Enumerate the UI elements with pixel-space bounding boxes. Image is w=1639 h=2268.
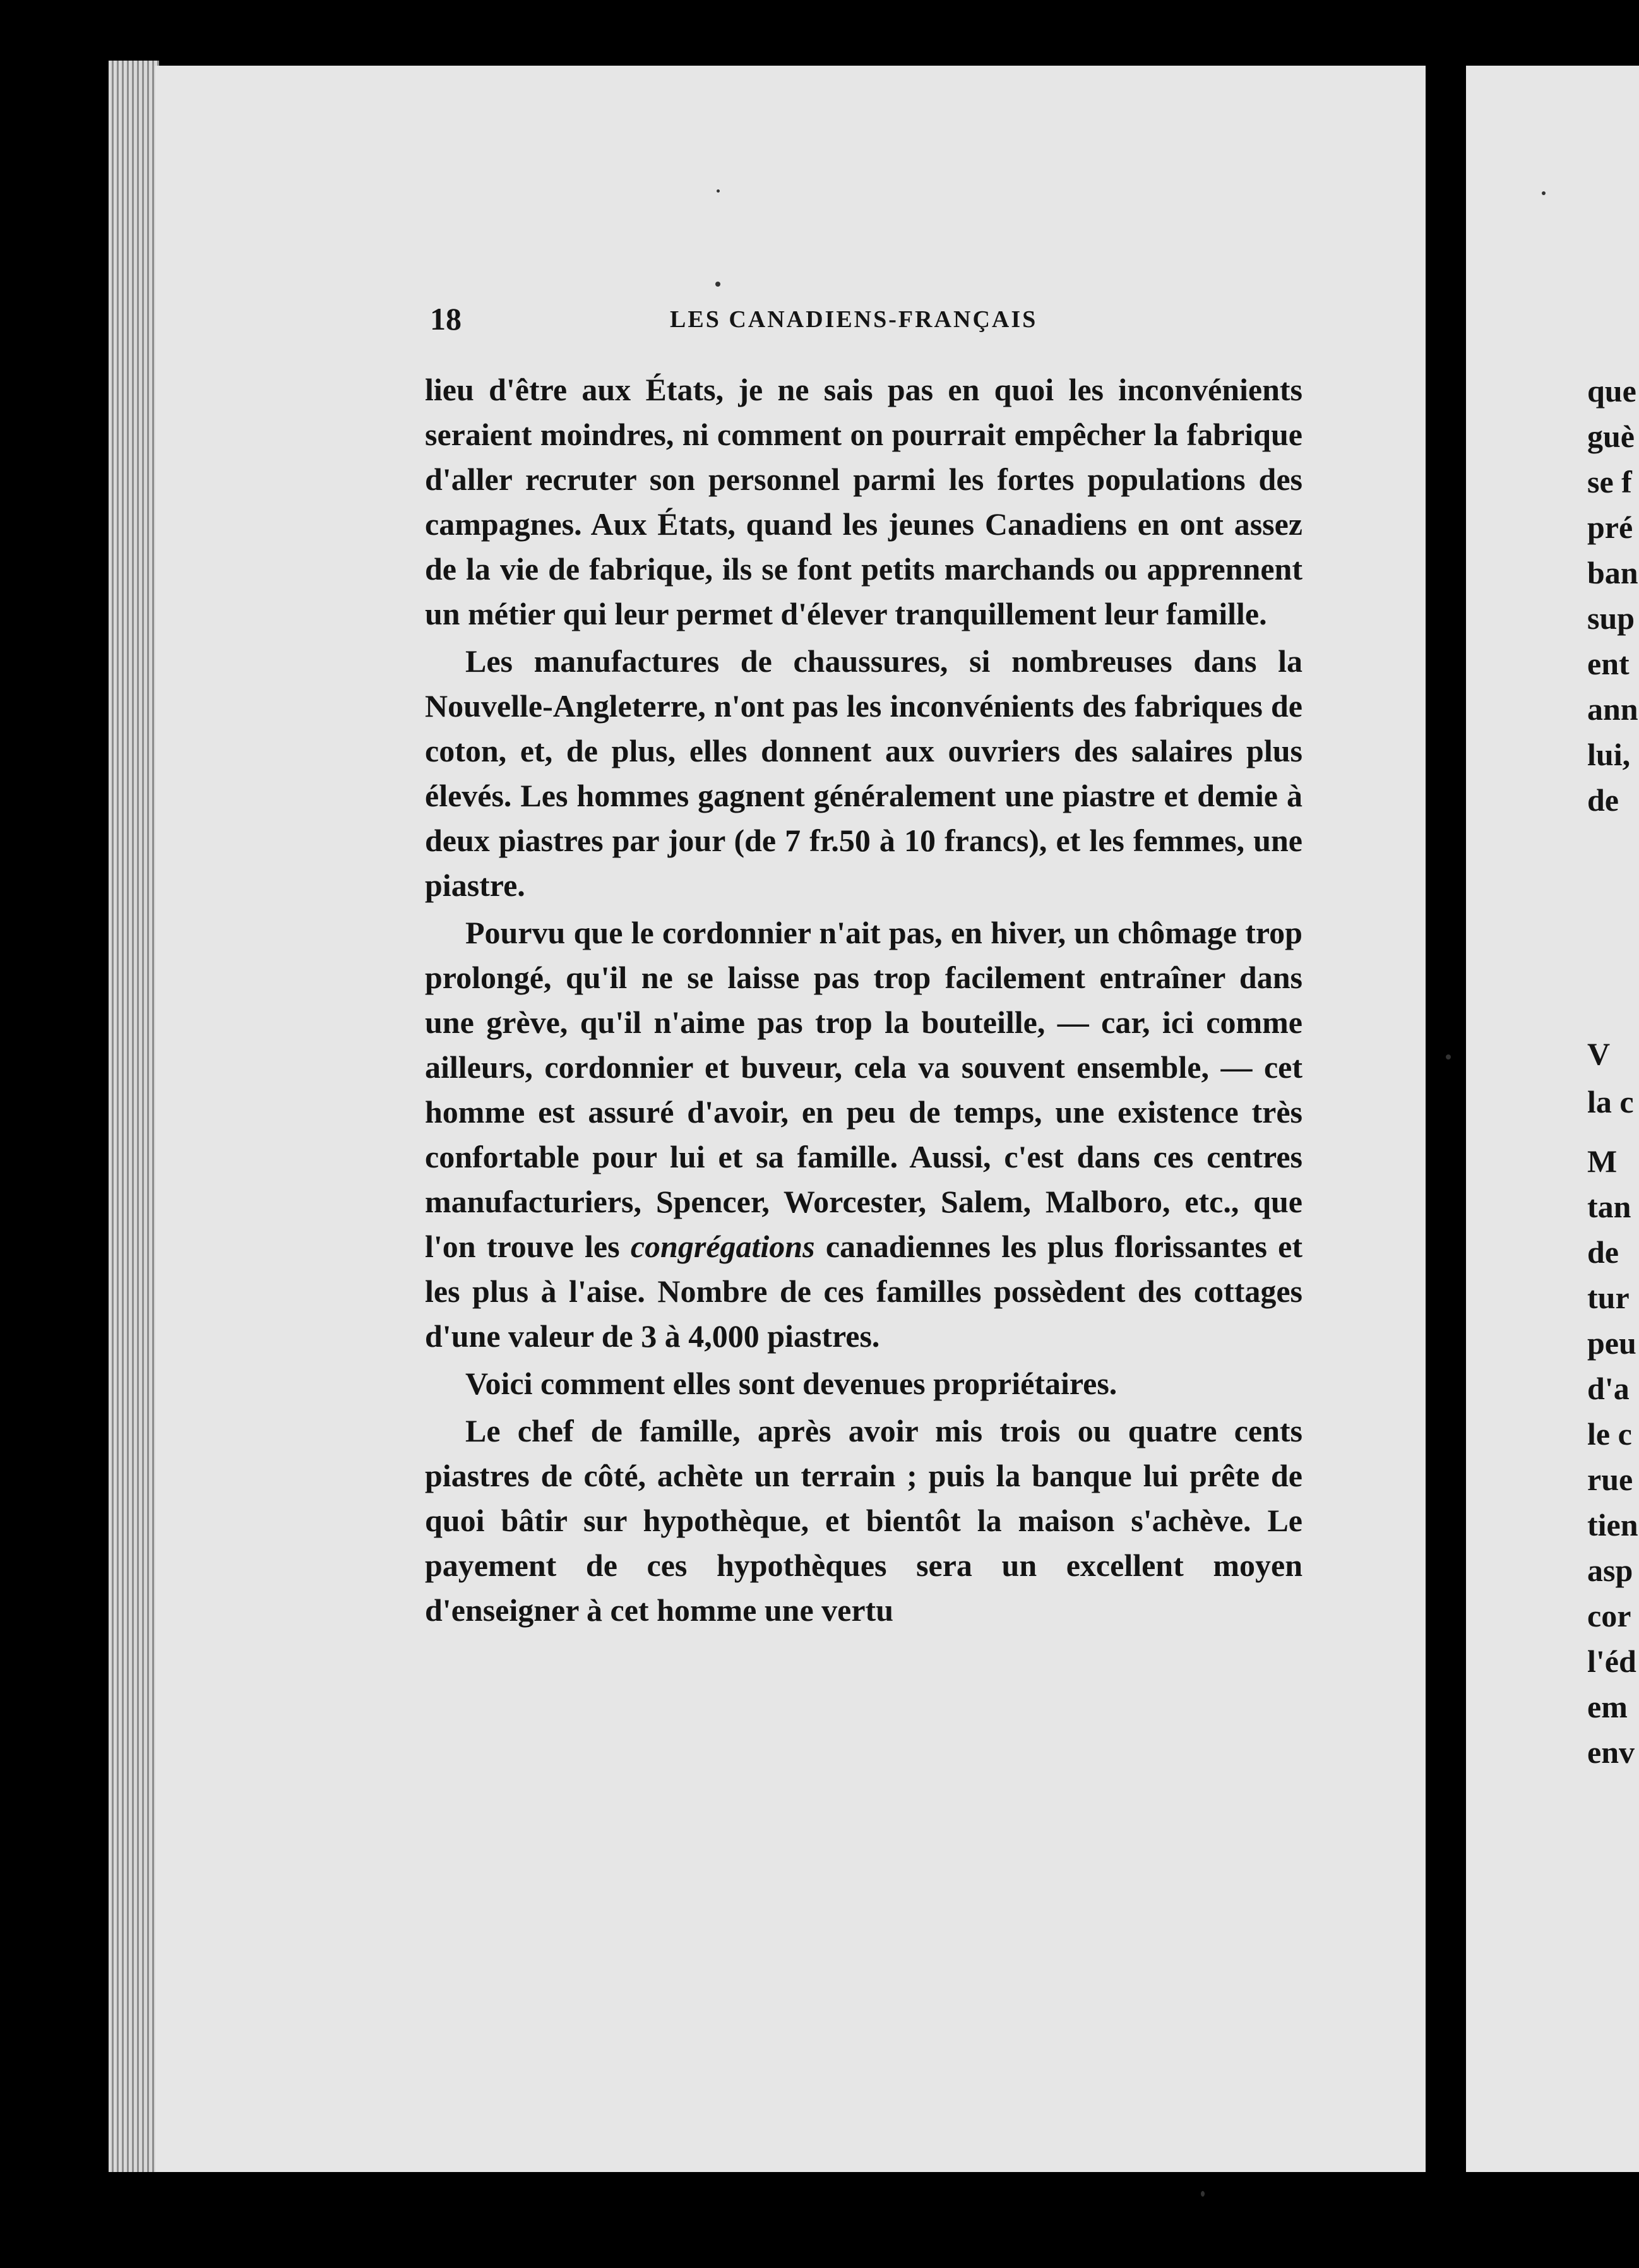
page-edge-stack [109, 61, 159, 2172]
right-fragment: l'éd [1587, 1644, 1636, 1679]
right-fragment: se f [1587, 464, 1632, 499]
right-fragment: tien [1587, 1507, 1638, 1543]
right-fragment: d'a [1587, 1371, 1630, 1406]
paragraph-4: Voici comment elles sont devenues propriétaires. [465, 1366, 1118, 1401]
right-fragment: la c [1587, 1084, 1634, 1119]
right-fragment: ban [1587, 555, 1638, 590]
right-fragment: tan [1587, 1189, 1631, 1224]
body-text [425, 367, 1302, 1635]
paragraph-3-start: Pourvu que le cordonnier n'ait pas, en hiver, un chômage trop prolongé, qu'il ne se laisse pas trop facilement entraîner dans une grève, qu'il n'aime pas trop la bouteille, — car, ici comme ailleurs, cordonnier et buveur, cela va souvent ensemble, — cet homme est assuré d'avoir, en peu de temps, une existence très confortable pour lui et sa famille. Aussi, c'est dans ces centres manufacturiers, Spencer, Worcester, Salem, Malboro, etc., que l'on trouve les [425, 915, 1302, 1264]
right-fragment: sup [1587, 600, 1635, 636]
paragraph-1: lieu d'être aux États, je ne sais pas en quoi les inconvénients seraient moindres, ni comment on pourrait empêcher la fabrique d'aller recruter son personnel parmi les fortes populations des campagnes. Aux États, quand les jeunes Canadiens en ont assez de la vie de fabrique, ils se font petits marchands ou apprennent un métier qui leur permet d'élever tranquillement leur famille. [425, 372, 1302, 631]
right-fragment: M [1587, 1143, 1618, 1179]
ink-speck [715, 282, 720, 287]
right-fragment: le c [1587, 1416, 1632, 1452]
ink-speck [1446, 1054, 1451, 1059]
page-header [430, 301, 1308, 351]
right-fragment: peu [1587, 1325, 1636, 1361]
paragraph-3-end: canadiennes les plus florissantes et les plus à l'aise. Nombre de ces familles possèdent des cottages d'une valeur de 3 à 4,000 piastres. [425, 1229, 1303, 1354]
italic-word: congrégations [630, 1229, 815, 1264]
right-fragment: tur [1587, 1280, 1630, 1315]
right-fragment: em [1587, 1689, 1628, 1724]
right-fragment: asp [1587, 1553, 1633, 1588]
paragraph-5: Le chef de famille, après avoir mis trois ou quatre cents piastres de côté, achète un terrain ; puis la banque lui prête de quoi bâtir sur hypothèque, et bientôt la maison s'achève. Le payement de ces hypothèques sera un excellent moyen d'enseigner à cet homme une vertu [425, 1413, 1302, 1628]
right-fragment: pré [1587, 510, 1633, 545]
right-fragment: env [1587, 1734, 1635, 1770]
right-fragment: lui, [1587, 737, 1631, 772]
right-fragment: V [1587, 1036, 1611, 1071]
right-fragment: rue [1587, 1462, 1633, 1497]
page-number: 18 [430, 301, 462, 337]
right-fragment: guè [1587, 419, 1635, 454]
right-fragment: ann [1587, 691, 1638, 727]
right-fragment: de [1587, 782, 1619, 818]
running-head: LES CANADIENS-FRANÇAIS [670, 306, 1038, 333]
right-fragment: cor [1587, 1598, 1631, 1633]
right-fragment: ent [1587, 646, 1630, 681]
ink-speck [717, 189, 720, 193]
book-gutter [1426, 61, 1466, 2180]
paragraph-3 [425, 910, 1302, 1359]
paragraph-2: Les manufactures de chaussures, si nombreuses dans la Nouvelle-Angleterre, n'ont pas les inconvénients des fabriques de coton, et, de plus, elles donnent aux ouvriers des salaires plus élevés. Les hommes gagnent généralement une piastre et demie à deux piastres par jour (de 7 fr.50 à 10 francs), et les femmes, une piastre. [425, 643, 1302, 903]
ink-speck [1201, 2191, 1205, 2197]
ink-speck [1542, 191, 1546, 195]
right-fragment: que [1587, 373, 1636, 409]
right-fragment: de [1587, 1234, 1619, 1270]
